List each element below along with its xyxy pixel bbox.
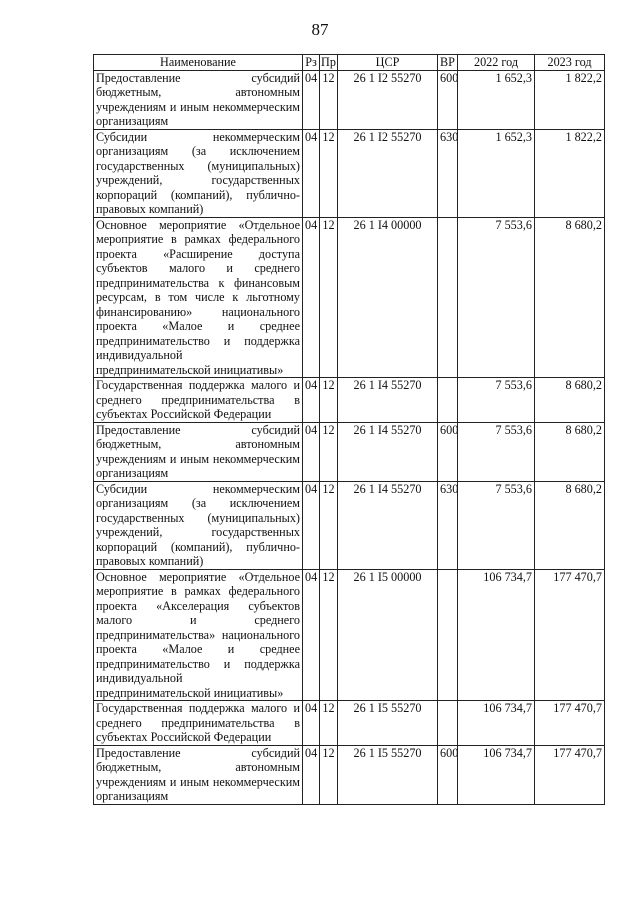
row-csr: 26 1 I4 00000	[338, 217, 438, 378]
table-row	[94, 745, 605, 804]
header-name: Наименование	[94, 55, 303, 71]
row-vr	[438, 217, 458, 378]
row-rz: 04	[303, 378, 320, 423]
row-vr	[438, 378, 458, 423]
header-pr: Пр	[321, 55, 336, 69]
table-row	[94, 422, 605, 481]
row-vr: 600	[438, 422, 458, 481]
table-row	[94, 129, 605, 217]
row-vr: 630	[438, 481, 458, 569]
table-row	[94, 70, 605, 129]
row-csr: 26 1 I5 55270	[338, 745, 438, 804]
row-amount-2022: 1 652,3	[458, 70, 535, 129]
header-2023: 2023 год	[535, 55, 605, 71]
row-csr: 26 1 I4 55270	[338, 378, 438, 423]
row-rz: 04	[303, 129, 320, 217]
header-2022: 2022 год	[458, 55, 535, 71]
row-rz: 04	[303, 70, 320, 129]
row-rz: 04	[303, 701, 320, 746]
row-amount-2022: 106 734,7	[458, 569, 535, 701]
row-amount-2022: 7 553,6	[458, 422, 535, 481]
row-csr: 26 1 I5 00000	[338, 569, 438, 701]
row-amount-2023: 1 822,2	[535, 129, 605, 217]
row-name: Предоставление субсидий бюджетным, автономным учреждениям и иным некоммерческим организациям	[94, 745, 303, 804]
row-name: Предоставление субсидий бюджетным, автономным учреждениям и иным некоммерческим организациям	[94, 422, 303, 481]
table-row	[94, 481, 605, 569]
row-name: Предоставление субсидий бюджетным, автономным учреждениям и иным некоммерческим организациям	[94, 70, 303, 129]
row-pr: 12	[320, 701, 338, 746]
row-rz: 04	[303, 745, 320, 804]
row-vr: 600	[438, 70, 458, 129]
row-name: Государственная поддержка малого и среднего предпринимательства в субъектах Российской Федерации	[94, 701, 303, 746]
row-vr	[438, 569, 458, 701]
row-amount-2022: 1 652,3	[458, 129, 535, 217]
row-amount-2023: 177 470,7	[535, 701, 605, 746]
table-row	[94, 217, 605, 378]
row-vr: 600	[438, 745, 458, 804]
row-amount-2023: 8 680,2	[535, 422, 605, 481]
row-pr: 12	[320, 481, 338, 569]
row-amount-2022: 7 553,6	[458, 217, 535, 378]
row-amount-2023: 8 680,2	[535, 378, 605, 423]
row-name: Субсидии некоммерческим организациям (за исключением государственных (муниципальных) учреждений, государственных корпораций (компаний), публично-правовых компаний)	[94, 129, 303, 217]
row-pr: 12	[320, 569, 338, 701]
row-csr: 26 1 I5 55270	[338, 701, 438, 746]
row-csr: 26 1 I4 55270	[338, 422, 438, 481]
header-vr: ВР	[438, 55, 458, 71]
row-rz: 04	[303, 569, 320, 701]
row-amount-2022: 7 553,6	[458, 378, 535, 423]
row-amount-2023: 177 470,7	[535, 569, 605, 701]
row-vr: 630	[438, 129, 458, 217]
table-row	[94, 569, 605, 701]
row-name: Основное мероприятие «Отдельное мероприятие в рамках федерального проекта «Расширение доступа субъектов малого и среднего предпринимательства к финансовым ресурсам, в том числе к льготному финансированию» национального проекта «Малое и среднее предпринимательство и поддержка индивидуальной предпринимательской инициативы»	[94, 217, 303, 378]
row-amount-2023: 177 470,7	[535, 745, 605, 804]
row-amount-2023: 8 680,2	[535, 481, 605, 569]
row-csr: 26 1 I4 55270	[338, 481, 438, 569]
header-csr: ЦСР	[338, 55, 438, 71]
table-row	[94, 701, 605, 746]
row-name: Основное мероприятие «Отдельное мероприятие в рамках федерального проекта «Акселерация субъектов малого и среднего предпринимательства» национального проекта «Малое и среднее предпринимательство и поддержка индивидуальной предпринимательской инициативы»	[94, 569, 303, 701]
row-vr	[438, 701, 458, 746]
row-csr: 26 1 I2 55270	[338, 70, 438, 129]
row-rz: 04	[303, 217, 320, 378]
header-rz: Рз	[303, 55, 320, 71]
row-name: Государственная поддержка малого и среднего предпринимательства в субъектах Российской Федерации	[94, 378, 303, 423]
row-rz: 04	[303, 422, 320, 481]
row-pr: 12	[320, 217, 338, 378]
row-name: Субсидии некоммерческим организациям (за исключением государственных (муниципальных) учреждений, государственных корпораций (компаний), публично-правовых компаний)	[94, 481, 303, 569]
row-amount-2023: 8 680,2	[535, 217, 605, 378]
budget-table	[93, 54, 605, 805]
row-pr: 12	[320, 422, 338, 481]
row-amount-2022: 106 734,7	[458, 745, 535, 804]
row-csr: 26 1 I2 55270	[338, 129, 438, 217]
row-rz: 04	[303, 481, 320, 569]
row-pr: 12	[320, 745, 338, 804]
table-header-row	[94, 55, 605, 71]
row-pr: 12	[320, 378, 338, 423]
page-number: 87	[311, 20, 329, 39]
row-pr: 12	[320, 70, 338, 129]
row-amount-2022: 7 553,6	[458, 481, 535, 569]
row-amount-2023: 1 822,2	[535, 70, 605, 129]
table-row	[94, 378, 605, 423]
row-pr: 12	[320, 129, 338, 217]
row-amount-2022: 106 734,7	[458, 701, 535, 746]
